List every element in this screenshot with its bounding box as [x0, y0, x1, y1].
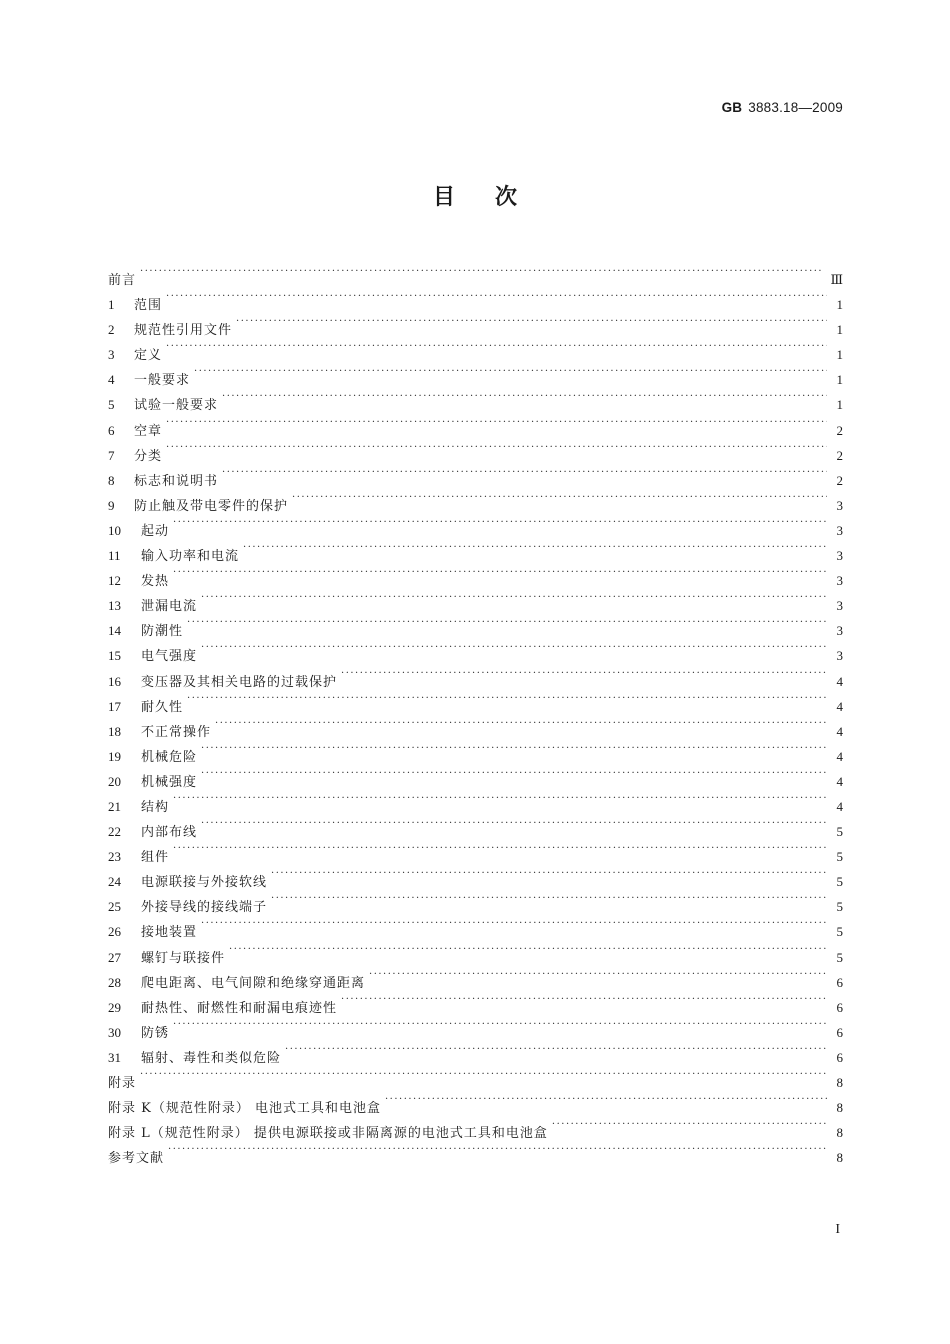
toc-entry-number: 26 [108, 924, 121, 940]
toc-dot-leader [173, 560, 827, 585]
toc-entry-label: 参考文献 [108, 1151, 165, 1167]
toc-entry-number: 24 [108, 874, 121, 890]
toc-entry[interactable] [108, 761, 843, 790]
toc-entry-number: 6 [108, 422, 115, 438]
toc-entry[interactable] [108, 510, 843, 539]
toc-entry-label: 空章 [134, 423, 163, 439]
toc-dot-leader [166, 284, 827, 309]
toc-dot-leader [292, 485, 827, 510]
toc-entry-label: 结构 [141, 799, 170, 815]
toc-dot-leader [173, 1012, 827, 1037]
toc-entry-label: 试验一般要求 [134, 398, 219, 414]
toc-entry[interactable] [108, 284, 843, 314]
toc-entry[interactable] [108, 309, 843, 339]
toc-entry-number: 8 [108, 472, 115, 488]
toc-entry-number: 16 [108, 673, 121, 689]
toc-dot-leader [173, 510, 827, 535]
toc-dot-leader [385, 1087, 827, 1112]
toc-entry-number: 30 [108, 1024, 121, 1040]
toc-dot-leader [166, 334, 827, 359]
toc-entry[interactable] [108, 911, 843, 941]
toc-entry-label: 爬电距离、电气间隙和绝缘穿通距离 [141, 975, 366, 991]
toc-entry-label: 螺钉与联接件 [141, 950, 226, 966]
toc-entry-label: 防潮性 [141, 624, 184, 640]
toc-entry-number: 15 [108, 648, 121, 664]
toc-entry-number: 23 [108, 849, 121, 865]
toc-entry-page: 4 [836, 773, 843, 789]
toc-entry[interactable] [108, 610, 843, 640]
toc-entry[interactable] [108, 1087, 843, 1117]
toc-entry[interactable] [108, 259, 843, 288]
toc-dot-leader [173, 786, 827, 811]
toc-entry-page: 3 [836, 522, 843, 538]
toc-entry-number: 1 [108, 297, 115, 313]
toc-entry-label: 机械强度 [141, 774, 198, 790]
toc-entry-number: 20 [108, 773, 121, 789]
toc-entry-page: 2 [836, 447, 843, 463]
toc-entry-label: 组件 [141, 850, 170, 866]
toc-dot-leader [201, 585, 827, 610]
toc-entry-number: 10 [108, 522, 121, 538]
toc-entry-page: 3 [836, 497, 843, 513]
toc-entry[interactable] [108, 661, 843, 690]
toc-entry-label: 耐热性、耐燃性和耐漏电痕迹性 [141, 1000, 338, 1016]
toc-entry-number: 28 [108, 974, 121, 990]
toc-dot-leader [187, 686, 827, 711]
toc-entry-page: 6 [836, 1024, 843, 1040]
toc-entry-label: 起动 [141, 523, 170, 539]
toc-entry-page: 1 [836, 297, 843, 313]
toc-entry-page: 4 [836, 748, 843, 764]
toc-entry[interactable] [108, 686, 843, 715]
toc-entry-page: 5 [836, 849, 843, 865]
toc-entry-page: 4 [836, 698, 843, 714]
toc-entry-number: 14 [108, 623, 121, 639]
toc-dot-leader [201, 736, 827, 761]
toc-entry-label: 防锈 [141, 1025, 170, 1041]
toc-entry[interactable] [108, 435, 843, 464]
toc-entry[interactable] [108, 861, 843, 891]
toc-entry-label: 耐久性 [141, 699, 184, 715]
toc-entry-page: 2 [836, 422, 843, 438]
toc-dot-leader [201, 761, 827, 786]
toc-dot-leader [166, 435, 827, 460]
toc-dot-leader [194, 359, 827, 384]
standard-number: 3883.18—2009 [748, 100, 843, 115]
toc-entry[interactable] [108, 736, 843, 765]
toc-entry-number: 29 [108, 999, 121, 1015]
toc-entry-number: 4 [108, 372, 115, 388]
toc-entry-label: 泄漏电流 [141, 599, 198, 615]
toc-entry-label: 前言 [108, 273, 137, 288]
toc-dot-leader [341, 661, 827, 686]
toc-entry-number: 22 [108, 824, 121, 840]
toc-entry-page: 8 [836, 1075, 843, 1090]
toc-entry-page: 6 [836, 999, 843, 1015]
toc-entry[interactable] [108, 1037, 843, 1066]
toc-entry-page: 3 [836, 598, 843, 614]
toc-entry-page: 4 [836, 723, 843, 739]
toc-dot-leader [201, 811, 827, 836]
toc-entry-page: 4 [836, 798, 843, 814]
toc-entry-number: 31 [108, 1049, 121, 1065]
toc-entry[interactable] [108, 1062, 843, 1091]
toc-dot-leader [229, 937, 827, 962]
toc-dot-leader [187, 610, 827, 635]
toc-dot-leader [271, 886, 827, 911]
toc-entry-number: 18 [108, 723, 121, 739]
toc-entry-page: 1 [836, 322, 843, 338]
toc-entry[interactable] [108, 836, 843, 866]
toc-entry-label: 辐射、毒性和类似危险 [141, 1050, 282, 1066]
toc-entry-page: 3 [836, 573, 843, 589]
toc-dot-leader [552, 1112, 827, 1137]
toc-entry-page: 5 [836, 949, 843, 965]
toc-entry-number: 2 [108, 322, 115, 338]
toc-entry-page: 3 [836, 548, 843, 564]
toc-entry-page: 5 [836, 924, 843, 940]
toc-entry-label: 附录 L（规范性附录） 提供电源联接或非隔离源的电池式工具和电池盒 [108, 1126, 548, 1142]
toc-entry-page: 1 [836, 397, 843, 413]
toc-entry-label: 接地装置 [141, 925, 198, 941]
page-number: I [835, 1222, 840, 1237]
toc-dot-leader [243, 535, 827, 560]
toc-entry-number: 19 [108, 748, 121, 764]
toc-entry-page: 8 [836, 1150, 843, 1166]
toc-entry-page: 4 [836, 673, 843, 689]
toc-entry-page: Ⅲ [830, 272, 843, 287]
toc-entry-page: 3 [836, 648, 843, 664]
toc-entry-number: 3 [108, 347, 115, 363]
toc-entry-label: 输入功率和电流 [141, 549, 240, 565]
toc-entry-number: 13 [108, 598, 121, 614]
toc-entry[interactable] [108, 635, 843, 665]
toc-entry-label: 不正常操作 [141, 724, 212, 740]
standard-code [722, 100, 843, 115]
toc-entry[interactable] [108, 937, 843, 966]
toc-entry[interactable] [108, 384, 843, 414]
toc-entry-label: 分类 [134, 448, 163, 464]
toc-dot-leader [173, 836, 827, 861]
toc-entry-label: 附录 K（规范性附录） 电池式工具和电池盒 [108, 1101, 381, 1117]
toc-entry[interactable] [108, 359, 843, 389]
toc-entry-page: 6 [836, 974, 843, 990]
toc-dot-leader [166, 410, 827, 435]
toc-entry-number: 5 [108, 397, 115, 413]
toc-entry-number: 27 [108, 949, 121, 965]
toc-entry[interactable] [108, 460, 843, 489]
toc-entry[interactable] [108, 535, 843, 565]
toc-entry-label: 变压器及其相关电路的过载保护 [141, 674, 338, 690]
toc-dot-leader [341, 987, 827, 1012]
toc-dot-leader [140, 259, 824, 284]
page-title: 目次 [432, 185, 557, 210]
toc-entry-label: 外接导线的接线端子 [141, 900, 268, 916]
standard-prefix: GB [721, 100, 743, 115]
toc-entry-label: 发热 [141, 574, 170, 590]
toc-entry-number: 12 [108, 573, 121, 589]
toc-entry-label: 范围 [134, 298, 163, 314]
toc-entry-page: 2 [836, 472, 843, 488]
toc-entry-label: 电源联接与外接软线 [141, 875, 268, 891]
toc-entry[interactable] [108, 811, 843, 841]
toc-entry-label: 机械危险 [141, 749, 198, 765]
toc-entry-label: 定义 [134, 348, 163, 364]
table-of-contents [108, 259, 843, 1167]
toc-entry-page: 5 [836, 824, 843, 840]
toc-entry-label: 附录 [108, 1076, 137, 1091]
toc-entry-label: 电气强度 [141, 649, 198, 665]
toc-dot-leader [140, 1062, 827, 1087]
toc-entry-label: 防止触及带电零件的保护 [134, 498, 289, 514]
toc-entry-page: 5 [836, 899, 843, 915]
toc-dot-leader [369, 962, 827, 987]
toc-entry[interactable] [108, 585, 843, 615]
toc-entry[interactable] [108, 410, 843, 439]
toc-entry-label: 内部布线 [141, 825, 198, 841]
toc-dot-leader [222, 460, 827, 485]
toc-entry[interactable] [108, 334, 843, 364]
toc-entry-page: 1 [836, 347, 843, 363]
toc-entry[interactable] [108, 485, 843, 514]
toc-entry-number: 25 [108, 899, 121, 915]
toc-dot-leader [201, 911, 827, 936]
toc-entry-page: 1 [836, 372, 843, 388]
toc-dot-leader [222, 384, 827, 409]
toc-entry[interactable] [108, 711, 843, 740]
toc-dot-leader [168, 1137, 827, 1162]
toc-dot-leader [236, 309, 827, 334]
toc-entry-page: 5 [836, 874, 843, 890]
toc-entry-page: 3 [836, 623, 843, 639]
toc-entry-label: 一般要求 [134, 373, 191, 389]
toc-entry-number: 17 [108, 698, 121, 714]
toc-dot-leader [201, 635, 827, 660]
toc-entry-number: 9 [108, 497, 115, 513]
toc-dot-leader [271, 861, 827, 886]
toc-entry[interactable] [108, 1137, 843, 1167]
toc-entry-page: 8 [836, 1125, 843, 1141]
toc-entry-label: 标志和说明书 [134, 473, 219, 489]
toc-entry-page: 8 [836, 1100, 843, 1116]
toc-entry[interactable] [108, 786, 843, 815]
toc-entry-number: 11 [108, 548, 121, 564]
toc-entry-page: 6 [836, 1049, 843, 1065]
toc-dot-leader [215, 711, 827, 736]
toc-entry-number: 21 [108, 798, 121, 814]
toc-entry[interactable] [108, 1012, 843, 1041]
toc-entry[interactable] [108, 560, 843, 590]
toc-entry-number: 7 [108, 447, 115, 463]
toc-entry-label: 规范性引用文件 [134, 323, 233, 339]
toc-dot-leader [285, 1037, 827, 1062]
